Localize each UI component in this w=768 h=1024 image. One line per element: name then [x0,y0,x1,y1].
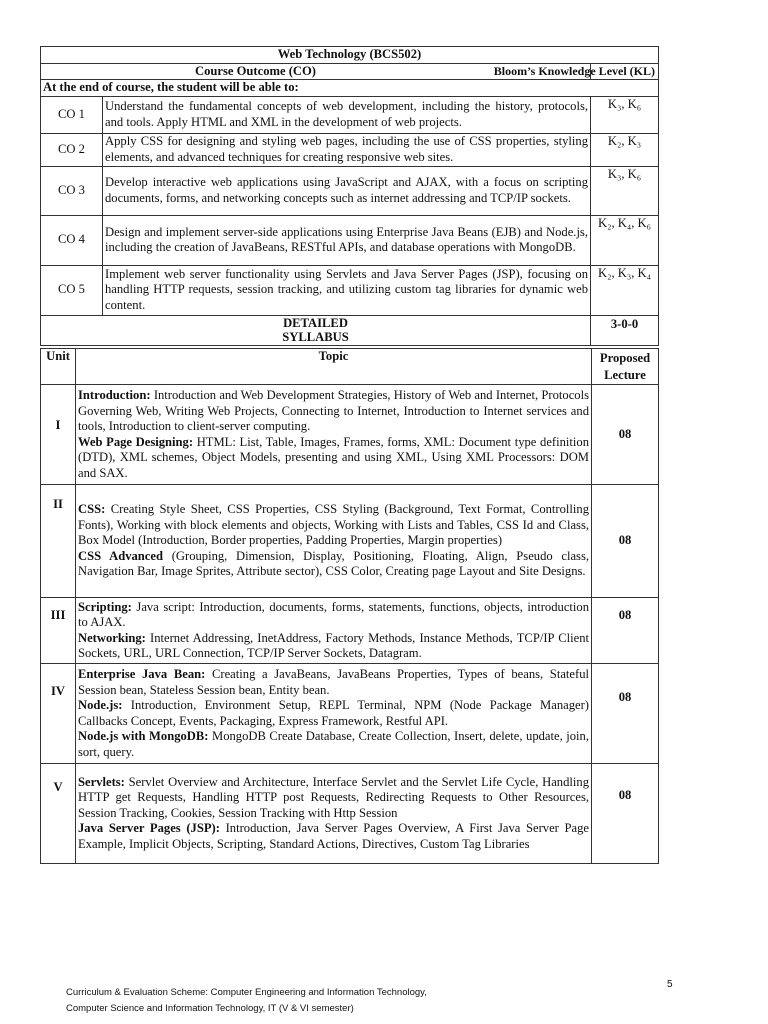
co-header: Course Outcome (CO) [41,63,591,80]
syllabus-title [41,315,591,345]
topic-label: Networking: [78,630,146,645]
topic-label: Web Page Designing: [78,434,194,449]
topic-label: Node.js with MongoDB: [78,729,209,743]
unit-row [41,385,659,485]
topic-text: Java script: Introduction, documents, forms, statements, functions, objects, introduction to AJAX. [78,599,589,629]
page-footer [66,985,427,1017]
topic-text: Creating Style Sheet, CSS Properties, CSS Styling (Background, Text Format, Controlling Fonts), Working with block elements and objects, Working with Lists and Tables, CSS Id and Class, Box Model (Introduction, Border properties, Padding Properties, Margin properties) [78,502,589,548]
unit-number: I [41,385,76,485]
lecture-count: 08 [592,385,659,485]
co-kl: K₂, K₃, K₄ [591,265,659,315]
unit-topics [76,764,592,864]
topic-paragraph [78,502,589,549]
co-kl: K₃, K₆ [591,166,659,215]
co-code: CO 5 [41,265,103,315]
topic-text: Internet Addressing, InetAddress, Factory Methods, Instance Methods, TCP/IP Client Sockets, URL, URL Connection, TCP/IP Server Sockets, Datagram. [78,630,589,660]
unit-topics [76,485,592,598]
co-row [41,166,659,215]
topic-paragraph [78,667,589,698]
co-text: Understand the fundamental concepts of web development, including the history, protocols, and tools. Apply HTML and XML in the development of web projects. [103,96,591,133]
unit-topics [76,664,592,764]
unit-row [41,485,659,598]
topic-paragraph [78,821,589,852]
co-kl: K₂, K₃ [591,133,659,166]
syllabus-table [40,348,659,864]
topic-label: Scripting: [78,599,132,614]
topic-paragraph [78,388,589,435]
topic-paragraph [78,775,589,822]
unit-topics [76,598,592,664]
topic-label: Introduction: [78,388,151,402]
unit-header: Unit [41,349,76,385]
topic-label: Java Server Pages (JSP): [78,821,220,836]
topic-paragraph [78,631,589,662]
unit-topics [76,385,592,485]
topic-text: Introduction, Java Server Pages Overview, A First Java Server Page Example, Implicit Objects, Scripting, Standard Actions, Directives, Custom Tag Libraries [78,821,590,851]
co-text: Develop interactive web applications using JavaScript and AJAX, with a focus on scripting documents, forms, and networking concepts such as internet addressing and TCP/IP sockets. [103,166,591,215]
co-row [41,133,659,166]
lecture-count: 08 [592,485,659,598]
topic-text: MongoDB Create Database, Create Collection, Insert, delete, update, join, sort, query. [78,729,589,759]
unit-row [41,598,659,664]
lecture-count: 08 [592,598,659,664]
topic-label: CSS Advanced [78,548,163,563]
topic-paragraph [78,600,589,631]
co-kl: K₃, K₆ [591,96,659,133]
topic-paragraph [78,729,589,760]
course-outcome-table [40,46,659,346]
unit-number: V [41,764,76,864]
co-code: CO 4 [41,215,103,265]
ltp-value: 3-0-0 [591,315,659,345]
co-row [41,265,659,315]
lecture-header: Proposed Lecture [592,349,659,385]
kl-header-label: Bloom’s Knowledge Level (KL) [493,63,656,78]
co-code: CO 2 [41,133,103,166]
topic-label: Servlets: [78,774,125,789]
syllabus-title-line2: SYLLABUS [282,330,349,344]
co-row [41,215,659,265]
co-text: Design and implement server-side applications using Enterprise Java Beans (EJB) and Node.js, including the creation of JavaBeans, RESTful APIs, and database operations with MongoDB. [103,215,591,265]
co-code: CO 3 [41,166,103,215]
page-number: 5 [667,979,673,990]
topic-text: Servlet Overview and Architecture, Interface Servlet and the Servlet Life Cycle, Handling HTTP get Requests, Handling HTTP post Requests, Redirecting Requests to Other Resources, Session Tracking, Cookies, Session Tracking with Http Session [78,774,589,820]
co-kl: K₂, K₄, K₆ [591,215,659,265]
footer-line-2: Computer Science and Information Technology, IT (V & VI semester) [66,1003,354,1014]
topic-paragraph [78,435,589,482]
kl-header [493,63,659,80]
topic-text: Introduction and Web Development Strategies, History of Web and Internet, Protocols Governing Web, Writing Web Projects, Connecting to Internet, Introduction to Internet services and tools, Introduction to client-server computing. [78,388,589,433]
topic-label: Enterprise Java Bean: [78,667,206,681]
unit-number: II [41,485,76,598]
lecture-count: 08 [592,764,659,864]
topic-header: Topic [76,349,592,385]
intro-line: At the end of course, the student will be able to: [41,80,659,97]
topic-paragraph [78,549,589,580]
lecture-count: 08 [592,664,659,764]
co-text: Apply CSS for designing and styling web pages, including the use of CSS properties, styling elements, and advanced techniques for creating responsive web sites. [103,133,591,166]
footer-line-1: Curriculum & Evaluation Scheme: Computer Engineering and Information Technology, [66,987,427,998]
topic-label: Node.js: [78,698,123,712]
unit-row [41,764,659,864]
unit-number: III [41,598,76,664]
unit-number: IV [41,664,76,764]
topic-text: Creating a JavaBeans, JavaBeans Properties, Types of beans, Stateful Session bean, Stateless Session bean, Entity bean. [78,667,589,697]
unit-row [41,664,659,764]
co-code: CO 1 [41,96,103,133]
topic-label: CSS: [78,502,106,517]
syllabus-title-line1: DETAILED [283,316,348,330]
topic-text: HTML: List, Table, Images, Frames, forms, XML: Document type definition (DTD), XML schemes, Object Models, presenting and using XML, Using XML Processors: DOM and SAX. [78,434,589,480]
co-text: Implement web server functionality using Servlets and Java Server Pages (JSP), focusing on handling HTTP requests, session tracking, and utilizing custom tag libraries for dynamic web content. [103,265,591,315]
topic-text: Introduction, Environment Setup, REPL Terminal, NPM (Node Package Manager) Callbacks Concept, Events, Packaging, Express Framework, Restful API. [78,698,589,728]
course-title: Web Technology (BCS502) [41,47,659,64]
topic-text: (Grouping, Dimension, Display, Positioning, Floating, Align, Pseudo class, Navigation Bar, Image Sprites, Attribute sector), CSS Color, Creating page Layout and Site Designs. [78,548,590,579]
topic-paragraph [78,698,589,729]
co-row [41,96,659,133]
